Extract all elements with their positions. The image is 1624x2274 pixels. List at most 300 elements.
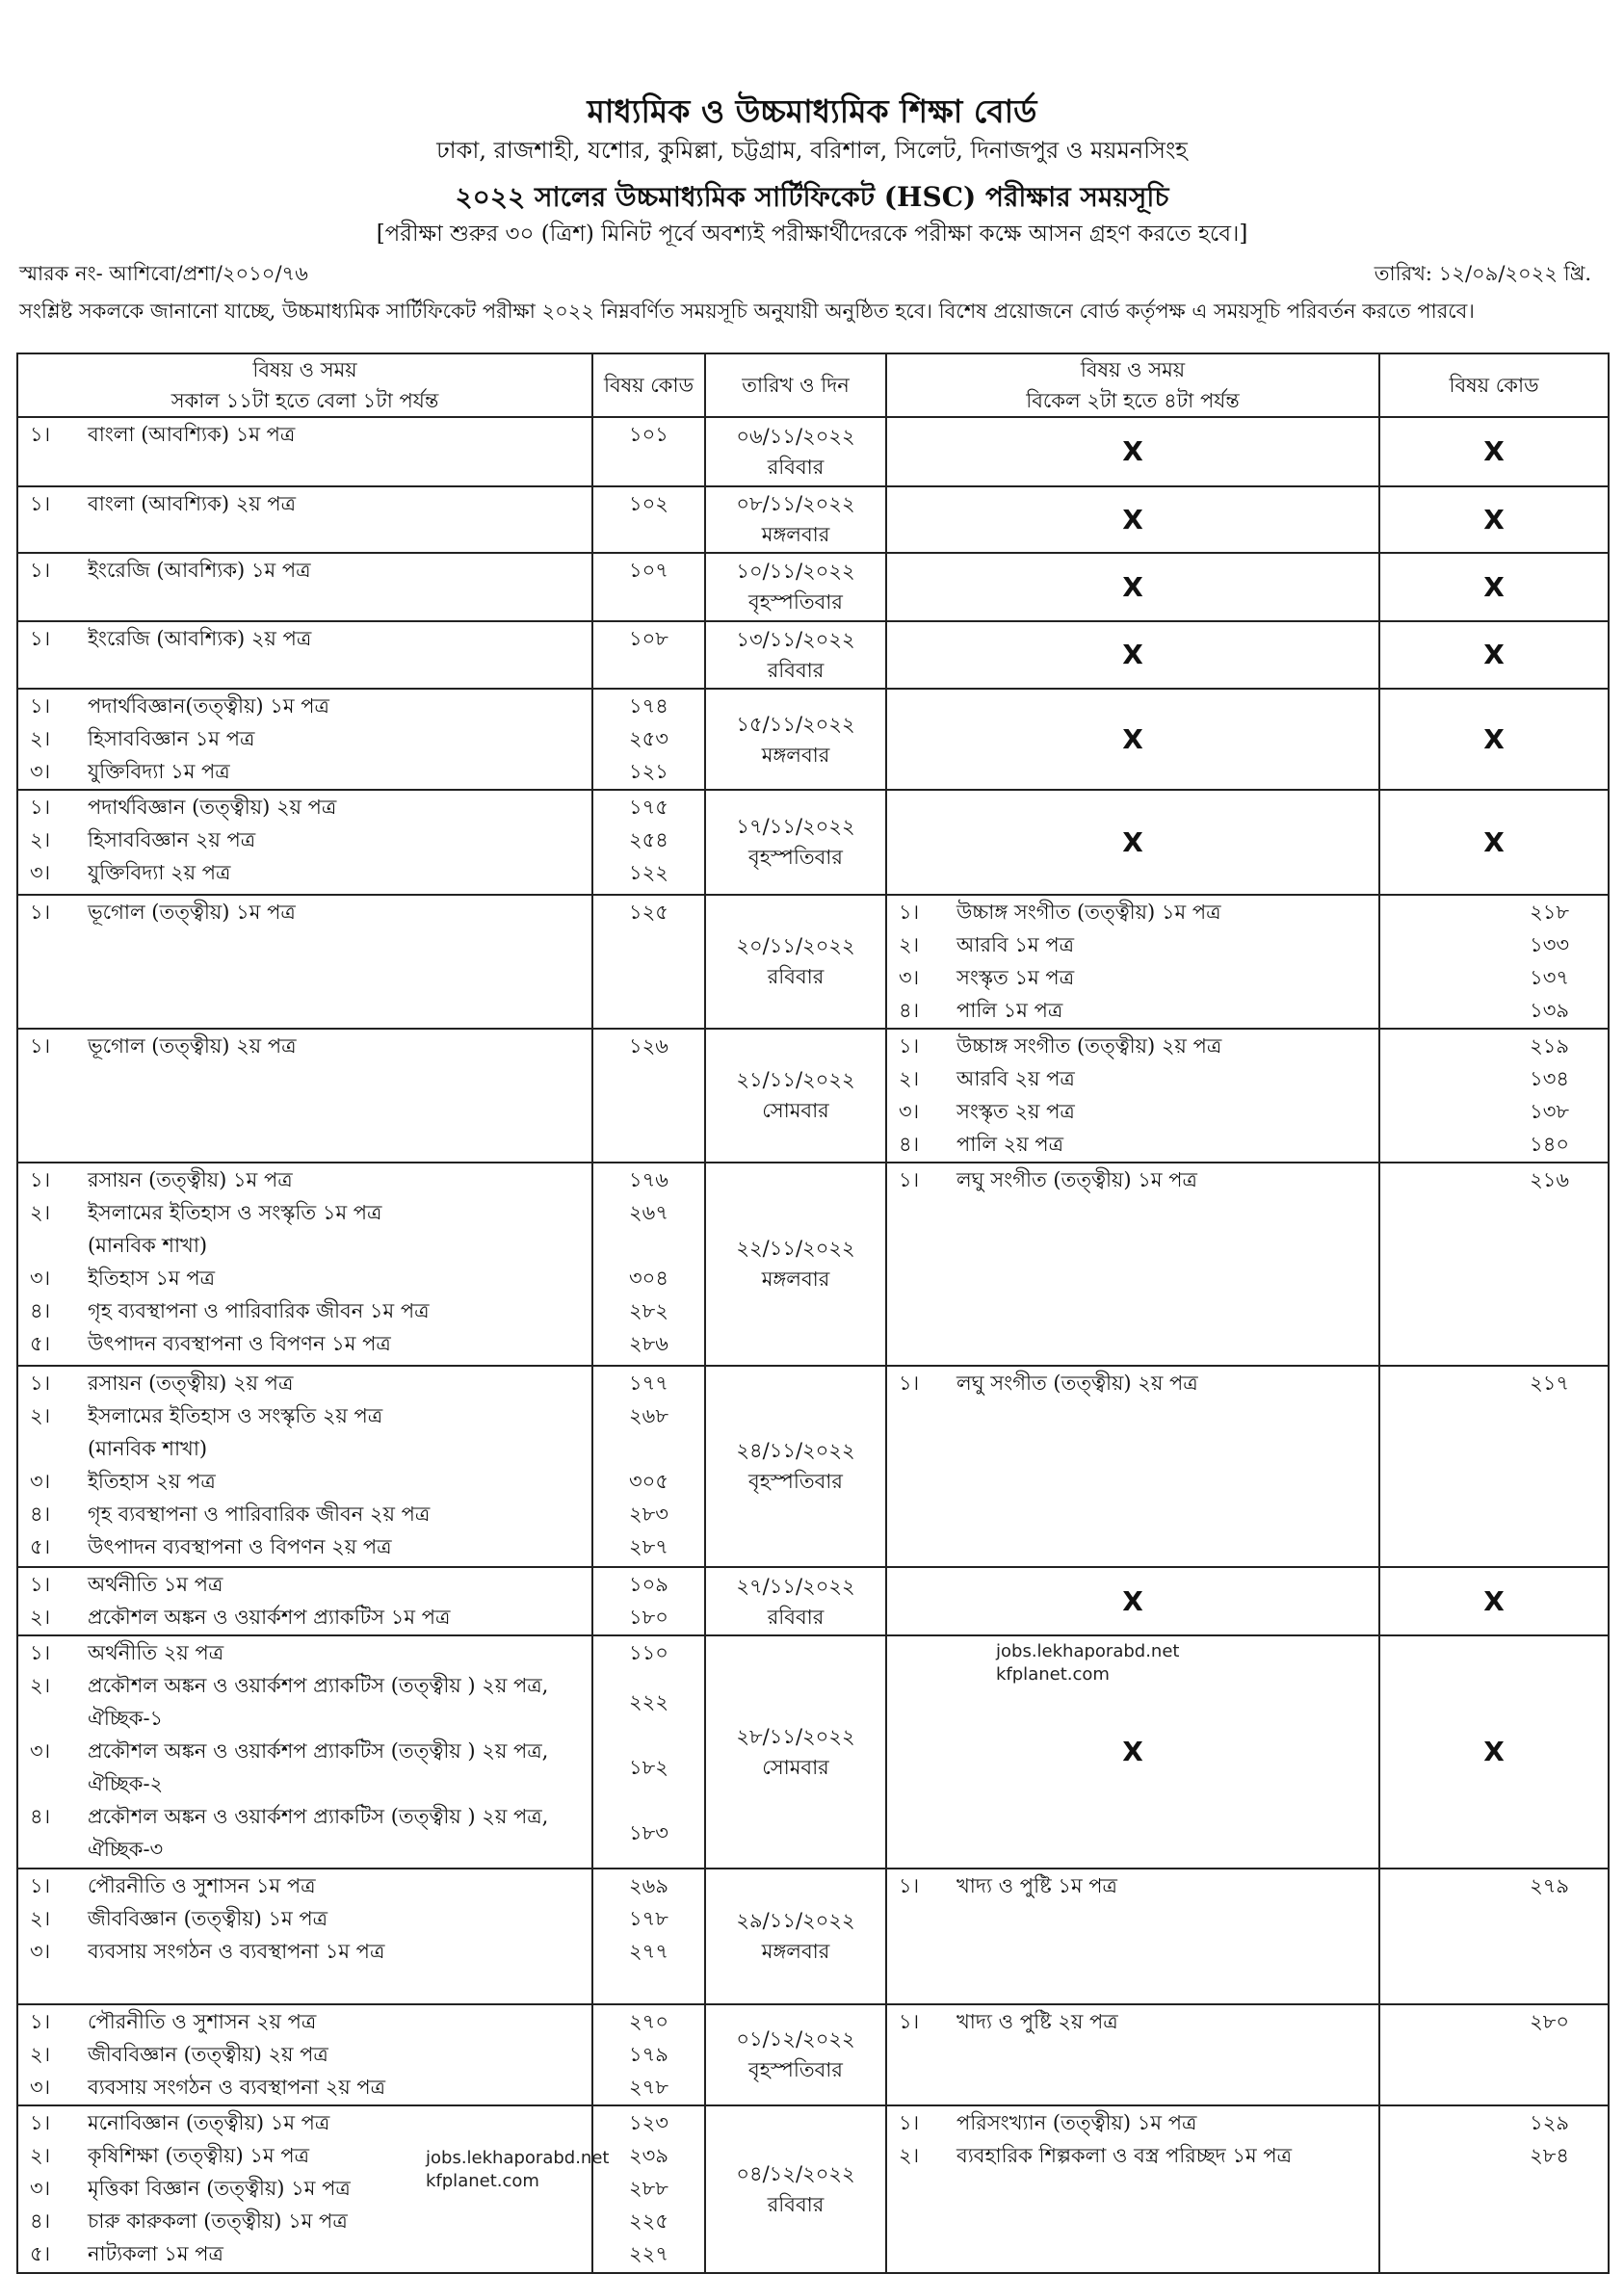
- subject-name: পালি ২য় পত্র: [956, 1132, 1064, 1156]
- subject-line: [18, 1196, 591, 1229]
- issue-date: তারিখ: ১২/০৯/২০২২ খ্রি.: [1374, 262, 1591, 285]
- exam-day: রবিবার: [767, 2192, 825, 2216]
- table-row: [17, 553, 1609, 621]
- subject-name: অর্থনীতি ১ম পত্র: [88, 1573, 223, 1597]
- subject-line: [18, 1498, 591, 1530]
- subject-name: ইসলামের ইতিহাস ও সংস্কৃতি ১ম পত্র: [88, 1200, 382, 1224]
- subject-number: ২।: [30, 2143, 51, 2167]
- exam-day: সোমবার: [762, 1099, 829, 1123]
- morning-codes-cell: [592, 1366, 705, 1568]
- subject-name: ব্যবহারিক শিল্পকলা ও বস্ত্র পরিচ্ছদ ১ম পত্র: [956, 2143, 1293, 2167]
- exam-date: ১০/১১/২০২২: [736, 560, 855, 584]
- subject-number: ১।: [30, 1167, 51, 1191]
- subject-name: আরবি ২য় পত্র: [956, 1066, 1075, 1090]
- header-date: তারিখ ও দিন: [705, 353, 886, 417]
- subject-code: ১৭৪: [629, 694, 668, 719]
- subject-name: খাদ্য ও পুষ্টি ১ম পত্র: [956, 1873, 1117, 1897]
- subject-number: ২।: [899, 2143, 920, 2167]
- subject-name: উচ্চাঙ্গ সংগীত (তত্ত্বীয়) ২য় পত্র: [956, 1033, 1222, 1058]
- date-cell: [705, 1163, 886, 1366]
- subject-name: বাংলা (আবশ্যিক) ১ম পত্র: [88, 423, 296, 446]
- subject-name: ব্যবসায় সংগঠন ও ব্যবস্থাপনা ২য় পত্র: [88, 2075, 386, 2099]
- subject-number: ২।: [30, 1906, 51, 1930]
- subject-name: রসায়ন (তত্ত্বীয়) ২য় পত্র: [88, 1371, 294, 1395]
- no-exam-mark: X: [886, 1635, 1379, 1869]
- no-exam-mark: X: [886, 689, 1379, 790]
- subject-line: [18, 1030, 591, 1062]
- subject-number: ১।: [30, 1371, 51, 1395]
- afternoon-codes-cell: [1379, 1029, 1609, 1163]
- exam-date: ২৮/১১/২০২২: [736, 1724, 855, 1748]
- subject-number: ১।: [30, 900, 51, 924]
- subject-line: [18, 2106, 591, 2139]
- subject-number: [18, 1229, 88, 1262]
- no-exam-mark: X: [1379, 790, 1609, 895]
- no-exam-mark: X: [886, 790, 1379, 895]
- no-exam-mark: X: [886, 553, 1379, 621]
- subject-code: ১০৯: [629, 1573, 668, 1597]
- exam-day: মঙ্গলবার: [761, 523, 830, 547]
- subject-code: [593, 1229, 704, 1262]
- subject-line: [18, 1262, 591, 1294]
- subject-number: ৪।: [30, 1298, 51, 1322]
- table-row: [17, 417, 1609, 486]
- exam-day: রবিবার: [767, 1605, 825, 1629]
- header-morning-title: বিষয় ও সময়: [252, 358, 357, 381]
- date-cell: [705, 553, 886, 621]
- subject-name: কৃষিশিক্ষা (তত্ত্বীয়) ১ম পত্র: [88, 2143, 310, 2167]
- subject-line: [18, 791, 591, 823]
- subject-number: ৫।: [30, 1331, 51, 1355]
- subject-code: ১৩৭: [1530, 965, 1569, 989]
- afternoon-subjects-cell: [886, 895, 1379, 1029]
- subject-line: [887, 1030, 1378, 1062]
- afternoon-subjects-cell: [886, 1029, 1379, 1163]
- subject-line: [18, 2237, 591, 2270]
- subject-line: [18, 1902, 591, 1935]
- afternoon-subjects-cell: [886, 1366, 1379, 1568]
- morning-codes-cell: [592, 2105, 705, 2273]
- subject-line: [887, 1062, 1378, 1095]
- subject-code: ২১৯: [1530, 1033, 1569, 1058]
- subject-name: লঘু সংগীত (তত্ত্বীয়) ২য় পত্র: [956, 1371, 1198, 1395]
- subject-number: ২।: [30, 2042, 51, 2066]
- subject-line: [18, 896, 591, 928]
- subject-number: ১।: [30, 2009, 51, 2033]
- subject-number: ১।: [899, 1033, 920, 1058]
- morning-subjects-cell: [17, 895, 592, 1029]
- morning-codes-cell: [592, 1029, 705, 1163]
- subject-line: [18, 1465, 591, 1498]
- subject-line: [18, 1636, 591, 1669]
- header-morning-time: সকাল ১১টা হতে বেলা ১টা পর্যন্ত: [170, 389, 439, 412]
- exam-day: মঙ্গলবার: [761, 743, 830, 767]
- exam-date: ০৬/১১/২০২২: [736, 424, 855, 448]
- date-cell: [705, 895, 886, 1029]
- subject-name: প্রকৌশল অঙ্কন ও ওয়ার্কশপ প্র্যাকটিস ১ম পত্র: [88, 1606, 451, 1630]
- afternoon-codes-cell: [1379, 895, 1609, 1029]
- subject-line: [887, 2106, 1378, 2139]
- subject-number: ৩।: [30, 1266, 51, 1290]
- subject-name: পদার্থবিজ্ঞান (তত্ত্বীয়) ২য় পত্র: [88, 795, 337, 819]
- subject-name: পালি ১ম পত্র: [956, 998, 1063, 1022]
- subject-code: ২১৮: [1530, 900, 1569, 924]
- subject-code: ২৬৯: [629, 1873, 668, 1897]
- subject-name: পৌরনীতি ও সুশাসন ২য় পত্র: [88, 2009, 317, 2033]
- subject-name: ব্যবসায় সংগঠন ও ব্যবস্থাপনা ১ম পত্র: [88, 1939, 385, 1963]
- subject-code: ২৮৬: [629, 1331, 668, 1355]
- subject-number: ৩।: [30, 2176, 51, 2200]
- exam-day: বৃহস্পতিবার: [748, 590, 843, 614]
- subject-name: যুক্তিবিদ্যা ১ম পত্র: [88, 760, 230, 784]
- morning-subjects-cell: [17, 1567, 592, 1635]
- subject-line: [18, 554, 591, 587]
- morning-subjects-cell: [17, 689, 592, 790]
- subject-line: [18, 1163, 591, 1196]
- afternoon-codes-cell: [1379, 1366, 1609, 1568]
- no-exam-mark: X: [1379, 1635, 1609, 1869]
- subject-line: [887, 928, 1378, 961]
- subject-code: ১৭৯: [629, 2042, 668, 2066]
- subject-name: উৎপাদন ব্যবস্থাপনা ও বিপণন ১ম পত্র: [88, 1331, 391, 1355]
- board-cities: ঢাকা, রাজশাহী, যশোর, কুমিল্লা, চট্টগ্রাম, বরিশাল, সিলেট, দিনাজপুর ও ময়মনসিংহ: [436, 137, 1188, 164]
- morning-codes-cell: [592, 790, 705, 895]
- exam-day: রবিবার: [767, 455, 825, 479]
- morning-subjects-cell: [17, 1163, 592, 1366]
- exam-date: ১৭/১১/২০২২: [736, 815, 855, 839]
- no-exam-mark: X: [1379, 1567, 1609, 1635]
- no-exam-mark: X: [1379, 486, 1609, 554]
- subject-number: [18, 1432, 88, 1465]
- subject-number: ২।: [30, 1673, 51, 1697]
- subject-code: ১৮৩: [629, 1820, 668, 1844]
- subject-line: [18, 418, 591, 451]
- subject-line: [18, 1327, 591, 1360]
- exam-day: রবিবার: [767, 658, 825, 682]
- morning-subjects-cell: [17, 417, 592, 486]
- subject-code: ২৬৮: [629, 1403, 668, 1427]
- morning-codes-cell: [592, 2004, 705, 2105]
- subject-line: [18, 1869, 591, 1902]
- table-row: [17, 1366, 1609, 1568]
- subject-line: [887, 2139, 1378, 2172]
- subject-number: ১।: [899, 900, 920, 924]
- morning-subjects-cell: [17, 2004, 592, 2105]
- exam-date: ২১/১১/২০২২: [736, 1068, 855, 1092]
- table-row: [17, 790, 1609, 895]
- header-code-afternoon: বিষয় কোড: [1379, 353, 1609, 417]
- subject-number: ৩।: [30, 2075, 51, 2099]
- subject-line: [18, 856, 591, 889]
- morning-codes-cell: [592, 1163, 705, 1366]
- no-exam-mark: X: [886, 1567, 1379, 1635]
- subject-number: ৩।: [30, 1469, 51, 1493]
- subject-line: [18, 2005, 591, 2038]
- subject-code: ২৭০: [629, 2009, 668, 2033]
- subject-name: ইতিহাস ১ম পত্র: [88, 1266, 216, 1290]
- subject-number: ২।: [30, 1606, 51, 1630]
- subject-code: ১৭৮: [629, 1906, 668, 1930]
- subject-code: ২৩৯: [629, 2143, 668, 2167]
- morning-codes-cell: [592, 689, 705, 790]
- exam-day: মঙ্গলবার: [761, 1268, 830, 1292]
- morning-subjects-cell: [17, 621, 592, 690]
- subject-name: ভূগোল (তত্ত্বীয়) ১ম পত্র: [88, 900, 296, 924]
- subject-number: ৩।: [899, 1099, 920, 1123]
- date-cell: [705, 2105, 886, 2273]
- subject-line: [887, 961, 1378, 994]
- subject-name: হিসাববিজ্ঞান ২য় পত্র: [88, 827, 256, 851]
- subject-line: [18, 2071, 591, 2104]
- date-cell: [705, 486, 886, 554]
- subject-number: ১।: [30, 1873, 51, 1897]
- morning-codes-cell: [592, 553, 705, 621]
- morning-codes-cell: [592, 417, 705, 486]
- subject-line: [18, 622, 591, 655]
- exam-instruction: [পরীক্ষা শুরুর ৩০ (ত্রিশ) মিনিট পূর্বে অবশ্যই পরীক্ষার্থীদেরকে পরীক্ষা কক্ষে আসন গ্রহণ করতে হবে।]: [376, 222, 1248, 247]
- subject-code: ২১৬: [1530, 1167, 1569, 1191]
- subject-code: ২৫৪: [629, 827, 668, 851]
- subject-name: জীববিজ্ঞান (তত্ত্বীয়) ২য় পত্র: [88, 2042, 328, 2066]
- afternoon-subjects-cell: [886, 1163, 1379, 1366]
- morning-subjects-cell: [17, 1029, 592, 1163]
- subject-number: ১।: [899, 2009, 920, 2033]
- afternoon-codes-cell: [1379, 2004, 1609, 2105]
- exam-day: রবিবার: [767, 965, 825, 989]
- subject-number: ১।: [899, 1873, 920, 1897]
- subject-number: ৩।: [30, 1939, 51, 1963]
- morning-subjects-cell: [17, 1366, 592, 1568]
- header-afternoon-title: বিষয় ও সময়: [1080, 358, 1186, 381]
- subject-name: লঘু সংগীত (তত্ত্বীয়) ১ম পত্র: [956, 1167, 1197, 1191]
- subject-code: ৩০৫: [629, 1469, 668, 1493]
- exam-date: ২৯/১১/২০২২: [736, 1909, 855, 1933]
- no-exam-mark: X: [1379, 553, 1609, 621]
- morning-codes-cell: [592, 621, 705, 690]
- subject-line: [887, 1095, 1378, 1128]
- exam-day: বৃহস্পতিবার: [748, 1470, 843, 1494]
- subject-number: ১।: [30, 694, 51, 719]
- no-exam-mark: X: [1379, 417, 1609, 486]
- subject-name: মনোবিজ্ঞান (তত্ত্বীয়) ১ম পত্র: [88, 2110, 330, 2134]
- no-exam-mark: X: [886, 417, 1379, 486]
- subject-name: আরবি ১ম পত্র: [956, 932, 1075, 956]
- subject-name: পৌরনীতি ও সুশাসন ১ম পত্র: [88, 1873, 316, 1897]
- header-afternoon: [886, 353, 1379, 417]
- exam-date: ২২/১১/২০২২: [736, 1237, 855, 1261]
- subject-number: ৪।: [899, 998, 920, 1022]
- subject-name: ইংরেজি (আবশ্যিক) ২য় পত্র: [88, 626, 312, 650]
- date-cell: [705, 790, 886, 895]
- morning-codes-cell: [592, 1869, 705, 2004]
- subject-number: ১।: [30, 491, 51, 515]
- date-cell: [705, 417, 886, 486]
- table-row: [17, 689, 1609, 790]
- subject-line: [18, 722, 591, 755]
- subject-name: গৃহ ব্যবস্থাপনা ও পারিবারিক জীবন ১ম পত্র: [88, 1298, 430, 1322]
- header-morning: [17, 353, 592, 417]
- memo-number: স্মারক নং- আশিবো/প্রশা/২০১০/৭৬: [19, 262, 308, 285]
- subject-line: [18, 2038, 591, 2071]
- subject-line: [887, 1869, 1378, 1902]
- subject-number: ১।: [30, 1640, 51, 1664]
- table-row: [17, 1029, 1609, 1163]
- subject-number: ১।: [899, 1371, 920, 1395]
- subject-line: [18, 1229, 591, 1262]
- afternoon-codes-cell: [1379, 1163, 1609, 1366]
- exam-day: মঙ্গলবার: [761, 1940, 830, 1964]
- subject-line: [18, 1735, 591, 1800]
- subject-code: ২২৭: [629, 2241, 668, 2265]
- subject-code: ৩০৪: [629, 1266, 668, 1290]
- subject-code: ১৩৪: [1530, 1066, 1569, 1090]
- subject-name: উচ্চাঙ্গ সংগীত (তত্ত্বীয়) ১ম পত্র: [956, 900, 1221, 924]
- no-exam-mark: X: [886, 621, 1379, 690]
- subject-code: ১২১: [629, 760, 668, 784]
- subject-code: ২৮৮: [629, 2176, 668, 2200]
- subject-line: [18, 823, 591, 856]
- schedule-title: ২০২২ সালের উচ্চমাধ্যমিক সার্টিফিকেট (HSC) পরীক্ষার সময়সূচি: [455, 181, 1169, 213]
- subject-name: (মানবিক শাখা): [88, 1436, 208, 1460]
- table-row: [17, 621, 1609, 690]
- subject-number: ৫।: [30, 2241, 51, 2265]
- table-row: [17, 895, 1609, 1029]
- subject-code: ২২২: [629, 1689, 668, 1713]
- subject-number: ১।: [899, 2110, 920, 2134]
- subject-code: ১০৭: [629, 559, 668, 583]
- table-row: [17, 2004, 1609, 2105]
- subject-number: ১।: [30, 626, 51, 650]
- subject-line: [18, 1432, 591, 1465]
- subject-code: ২৮২: [629, 1298, 668, 1322]
- watermark-2: [426, 2147, 609, 2193]
- afternoon-subjects-cell: [886, 2004, 1379, 2105]
- subject-number: ২।: [30, 1403, 51, 1427]
- date-cell: [705, 1869, 886, 2004]
- subject-name: গৃহ ব্যবস্থাপনা ও পারিবারিক জীবন ২য় পত্র: [88, 1502, 431, 1526]
- exam-schedule-table: [16, 353, 1610, 2274]
- subject-code: ২৭৯: [1530, 1873, 1569, 1897]
- subject-line: [18, 1367, 591, 1399]
- subject-number: ১।: [899, 1167, 920, 1191]
- subject-number: ২।: [30, 1200, 51, 1224]
- morning-subjects-cell: [17, 1869, 592, 2004]
- date-cell: [705, 2004, 886, 2105]
- subject-code: ২৮৪: [1530, 2143, 1569, 2167]
- subject-name: মৃত্তিকা বিজ্ঞান (তত্ত্বীয়) ১ম পত্র: [88, 2176, 351, 2200]
- date-cell: [705, 1029, 886, 1163]
- subject-code: ১৩৩: [1530, 932, 1569, 956]
- subject-code: ১২৯: [1530, 2110, 1569, 2134]
- table-row: [17, 1163, 1609, 1366]
- notice-text: সংশ্লিষ্ট সকলকে জানানো যাচ্ছে, উচ্চমাধ্যমিক সার্টিফিকেট পরীক্ষা ২০২২ নিম্নবর্ণিত সময়সূচি অনুযায়ী অনুষ্ঠিত হবে। বিশেষ প্রয়োজনে বোর্ড কর্তৃপক্ষ এ সময়সূচি পরিবর্তন করতে পারবে।: [19, 300, 1475, 323]
- subject-number: ৩।: [30, 860, 51, 884]
- subject-name: ভূগোল (তত্ত্বীয়) ২য় পত্র: [88, 1033, 297, 1058]
- subject-name: যুক্তিবিদ্যা ২য় পত্র: [88, 860, 231, 884]
- subject-name: চারু কারুকলা (তত্ত্বীয়) ১ম পত্র: [88, 2209, 348, 2233]
- subject-code: ১৭৭: [629, 1371, 668, 1395]
- subject-name: জীববিজ্ঞান (তত্ত্বীয়) ১ম পত্র: [88, 1906, 328, 1930]
- subject-code: ১২৬: [629, 1033, 668, 1058]
- subject-line: [18, 1568, 591, 1601]
- subject-code: ২৭৮: [629, 2075, 668, 2099]
- morning-codes-cell: [592, 895, 705, 1029]
- subject-line: [18, 487, 591, 520]
- subject-name: প্রকৌশল অঙ্কন ও ওয়ার্কশপ প্র্যাকটিস (তত্ত্বীয় ) ২য় পত্র, ঐচ্ছিক-১: [88, 1673, 549, 1730]
- subject-name: প্রকৌশল অঙ্কন ও ওয়ার্কশপ প্র্যাকটিস (তত্ত্বীয় ) ২য় পত্র, ঐচ্ছিক-২: [88, 1738, 549, 1795]
- exam-day: সোমবার: [762, 1755, 829, 1779]
- subject-name: অর্থনীতি ২য় পত্র: [88, 1640, 224, 1664]
- subject-number: ১।: [30, 423, 51, 446]
- date-cell: [705, 1366, 886, 1568]
- subject-number: ২।: [899, 932, 920, 956]
- subject-code: ১১০: [629, 1640, 668, 1664]
- watermark-1-line1: jobs.lekhaporabd.net: [996, 1641, 1180, 1661]
- subject-code: ২৮৭: [629, 1534, 668, 1558]
- exam-date: ০৮/১১/২০২২: [736, 492, 855, 516]
- subject-code: ২৮০: [1530, 2009, 1569, 2033]
- date-cell: [705, 1635, 886, 1869]
- subject-number: ১।: [30, 795, 51, 819]
- subject-name: পরিসংখ্যান (তত্ত্বীয়) ১ম পত্র: [956, 2110, 1197, 2134]
- subject-name: ইসলামের ইতিহাস ও সংস্কৃতি ২য় পত্র: [88, 1403, 383, 1427]
- subject-number: ৫।: [30, 1534, 51, 1558]
- subject-line: [887, 896, 1378, 928]
- subject-code: ১৪০: [1530, 1132, 1569, 1156]
- subject-code: ২১৭: [1530, 1371, 1569, 1395]
- exam-day: বৃহস্পতিবার: [748, 2058, 843, 2082]
- no-exam-mark: X: [1379, 621, 1609, 690]
- no-exam-mark: X: [1379, 689, 1609, 790]
- subject-code: ১৩৯: [1530, 998, 1569, 1022]
- subject-line: [18, 755, 591, 788]
- watermark-1-line2: kfplanet.com: [996, 1664, 1110, 1685]
- subject-name: পদার্থবিজ্ঞান(তত্ত্বীয়) ১ম পত্র: [88, 694, 329, 719]
- subject-number: ১।: [30, 1033, 51, 1058]
- subject-name: নাট্যকলা ১ম পত্র: [88, 2241, 223, 2265]
- subject-name: হিসাববিজ্ঞান ১ম পত্র: [88, 727, 255, 751]
- exam-date: ১৫/১১/২০২২: [736, 712, 855, 736]
- watermark-2-line2: kfplanet.com: [426, 2171, 539, 2191]
- date-cell: [705, 689, 886, 790]
- subject-line: [18, 1530, 591, 1563]
- morning-codes-cell: [592, 486, 705, 554]
- date-cell: [705, 621, 886, 690]
- subject-number: ৪।: [30, 1804, 51, 1828]
- subject-line: [18, 690, 591, 722]
- morning-codes-cell: [592, 1635, 705, 1869]
- subject-number: ২।: [30, 727, 51, 751]
- exam-date: ২০/১১/২০২২: [736, 934, 855, 958]
- subject-code: ২৮৩: [629, 1502, 668, 1526]
- subject-number: ৩।: [30, 760, 51, 784]
- afternoon-subjects-cell: [886, 2105, 1379, 2273]
- afternoon-codes-cell: [1379, 2105, 1609, 2273]
- exam-date: ১৩/১১/২০২২: [736, 627, 855, 651]
- exam-date: ২৭/১১/২০২২: [736, 1574, 855, 1598]
- morning-codes-cell: [592, 1567, 705, 1635]
- morning-subjects-cell: [17, 790, 592, 895]
- date-cell: [705, 1567, 886, 1635]
- subject-line: [18, 1800, 591, 1866]
- subject-code: ১৩৮: [1530, 1099, 1569, 1123]
- table-row: [17, 1869, 1609, 2004]
- subject-code: ২২৫: [629, 2209, 668, 2233]
- subject-number: ৩।: [899, 965, 920, 989]
- afternoon-subjects-cell: [886, 1869, 1379, 2004]
- subject-name: খাদ্য ও পুষ্টি ২য় পত্র: [956, 2009, 1118, 2033]
- subject-name: ইংরেজি (আবশ্যিক) ১ম পত্র: [88, 559, 311, 583]
